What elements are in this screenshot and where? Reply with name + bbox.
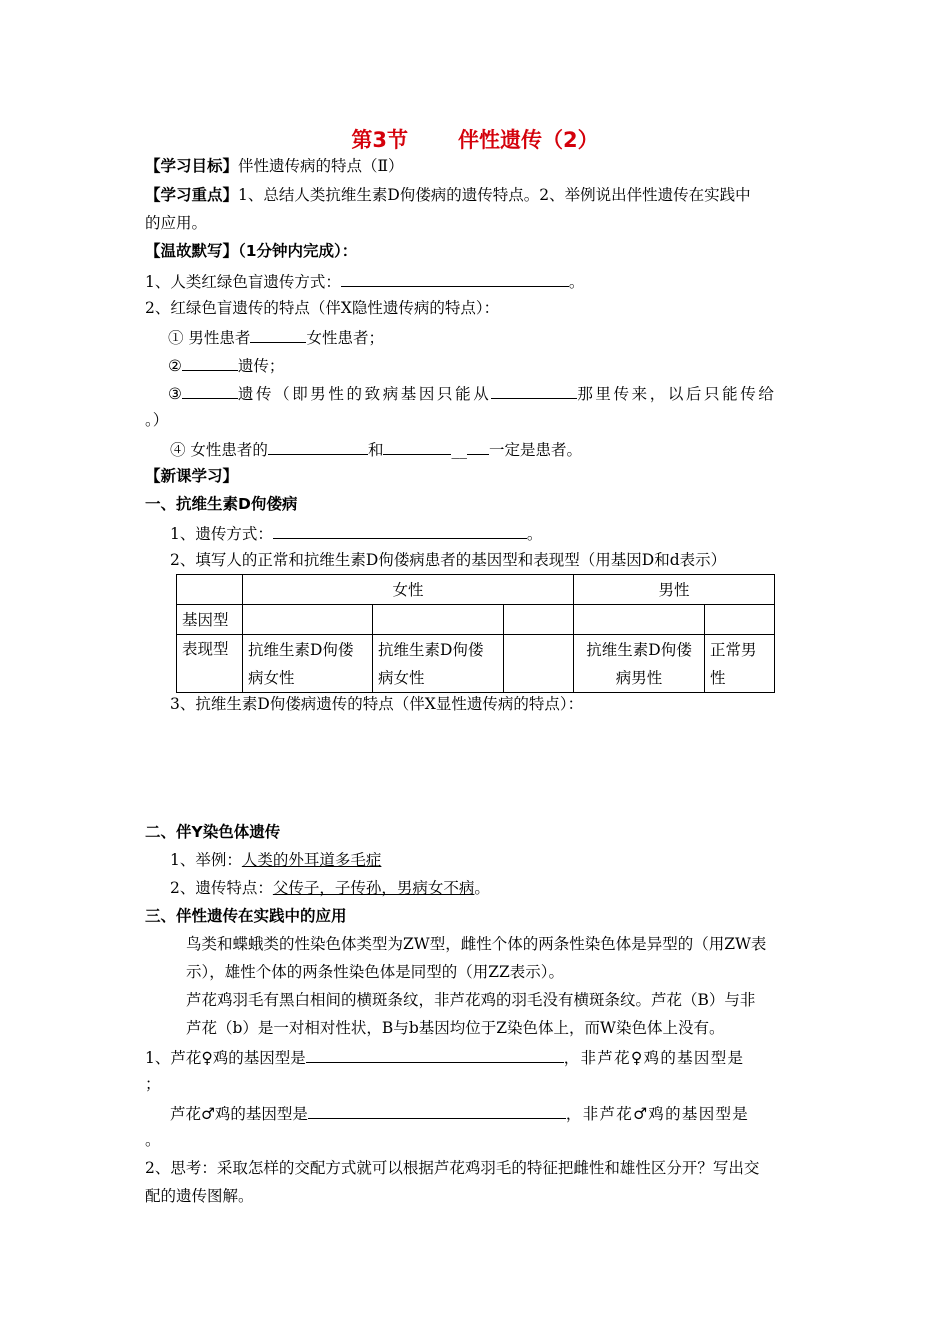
phenotype-cell[interactable] [504, 635, 574, 693]
genotype-table [176, 574, 775, 693]
part1-q3: 3、抗维生素D佝偻病遗传的特点（伴X显性遗传病的特点）： [170, 695, 584, 713]
part2-q2: 2、遗传特点：父传子，子传孙，男病女不病。 [170, 879, 490, 897]
review-label: 【温故默写】（1分钟内完成）： [145, 242, 358, 260]
keypoints-text: 1、总结人类抗维生素D佝偻病的遗传特点。2、举例说出伴性遗传在实践中 [238, 186, 751, 204]
part3-p2-wrap: 芦花（b）是一对相对性状，B与b基因均位于Z染色体上，而W染色体上没有。 [186, 1019, 725, 1037]
answer-blank[interactable] [491, 382, 577, 399]
part1-q1: 1、遗传方式： 。 [170, 522, 542, 544]
genotype-cell[interactable] [373, 605, 504, 635]
newlesson-label: 【新课学习】 [145, 467, 239, 485]
objectives-line [145, 156, 404, 176]
genotype-cell[interactable] [504, 605, 574, 635]
answer-blank[interactable] [250, 326, 306, 343]
page-title [0, 124, 950, 154]
phenotype-cell: 抗维生素D佝偻病男性 [574, 635, 705, 693]
review-q2d: ④ 女性患者的 和 __ 一定是患者。 [170, 438, 582, 460]
genotype-cell[interactable] [705, 605, 775, 635]
keypoints-wrap: 的应用。 [145, 214, 208, 232]
phenotype-cell: 抗维生素D佝偻病女性 [243, 635, 373, 693]
keypoints-line [145, 185, 751, 205]
part3-q1b-wrap: 。 [145, 1131, 161, 1149]
part1-q2: 2、填写人的正常和抗维生素D佝偻病患者的基因型和表现型（用基因D和d表示） [170, 551, 727, 569]
part3-q2-wrap: 配的遗传图解。 [145, 1187, 254, 1205]
part2-q1: 1、举例：人类的外耳道多毛症 [170, 851, 382, 869]
part3-heading: 三、伴性遗传在实践中的应用 [145, 907, 347, 925]
part3-q1: 1、芦花♀鸡的基因型是 ，非芦花♀鸡的基因型是 [145, 1046, 744, 1068]
part3-q1b: 芦花♂鸡的基因型是 ，非芦花♂鸡的基因型是 [170, 1102, 749, 1124]
part1-heading: 一、抗维生素D佝偻病 [145, 495, 298, 513]
review-q2a: ① 男性患者 女性患者； [168, 326, 384, 348]
genotype-cell[interactable] [574, 605, 705, 635]
answer-blank[interactable] [308, 1102, 566, 1119]
answer-blank[interactable] [268, 438, 368, 455]
answer-blank[interactable] [273, 522, 527, 539]
answer-blank[interactable] [306, 1046, 564, 1063]
review-q2: 2、红绿色盲遗传的特点（伴X隐性遗传病的特点）： [145, 299, 500, 317]
phenotype-cell: 抗维生素D佝偻病女性 [373, 635, 504, 693]
phenotype-label: 表现型 [177, 635, 243, 693]
objectives-label: 【学习目标】 [145, 157, 239, 175]
part3-q1-wrap: ； [145, 1075, 161, 1093]
genotype-cell[interactable] [243, 605, 373, 635]
phenotype-cell: 正常男性 [705, 635, 775, 693]
genotype-label: 基因型 [177, 605, 243, 635]
answer-blank[interactable] [341, 270, 569, 287]
answer-blank[interactable] [182, 382, 238, 399]
answer-blank[interactable] [383, 438, 451, 455]
objectives-text: 伴性遗传病的特点（Ⅱ） [238, 157, 404, 175]
review-q2b: ② 遗传； [168, 354, 284, 376]
female-header: 女性 [243, 575, 574, 605]
part3-p2: 芦花鸡羽毛有黑白相间的横斑条纹，非芦花鸡的羽毛没有横斑条纹。芦花（B）与非 [186, 991, 756, 1009]
review-q2c-wrap: 。） [145, 411, 169, 429]
answer-blank[interactable] [182, 354, 238, 371]
title-topic: 伴性遗传（2） [458, 128, 599, 152]
title-section: 第3节 [351, 128, 408, 152]
part3-p1-wrap: 示），雄性个体的两条性染色体是同型的（用ZZ表示）。 [186, 963, 565, 981]
part3-p1: 鸟类和蝶蛾类的性染色体类型为ZW型，雌性个体的两条性染色体是异型的（用ZW表 [186, 935, 767, 953]
male-header: 男性 [574, 575, 775, 605]
part2-heading: 二、伴Y染色体遗传 [145, 823, 281, 841]
table-corner [177, 575, 243, 605]
keypoints-label: 【学习重点】 [145, 186, 239, 204]
review-q2c: ③ 遗传（即男性的致病基因只能从 那里传来，以后只能传给 [168, 382, 776, 404]
review-q1: 1、人类红绿色盲遗传方式： 。 [145, 270, 584, 292]
part3-q2: 2、思考：采取怎样的交配方式就可以根据芦花鸡羽毛的特征把雌性和雄性区分开？写出交 [145, 1159, 760, 1177]
answer-blank[interactable] [467, 438, 489, 455]
